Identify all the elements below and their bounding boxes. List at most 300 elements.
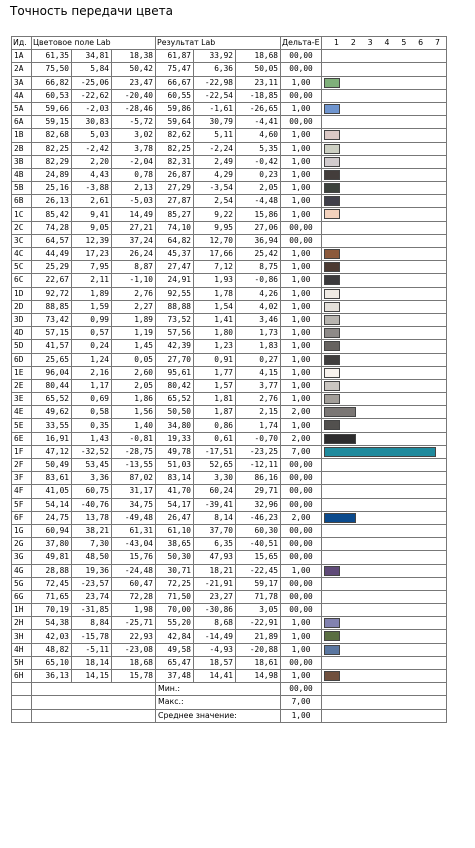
delta-e-value: 00,00	[281, 498, 322, 511]
row-id: 3D	[12, 313, 32, 326]
result-lab-value: 2,54	[194, 195, 236, 208]
blank-cell	[32, 683, 156, 696]
row-id: 5B	[12, 182, 32, 195]
table-row	[12, 353, 447, 366]
table-row	[12, 234, 447, 247]
result-lab-value: -12,11	[236, 459, 281, 472]
delta-bar-cell	[322, 656, 447, 669]
field-lab-value: 41,05	[32, 485, 72, 498]
result-lab-value: 73,52	[156, 313, 194, 326]
delta-e-value: 00,00	[281, 551, 322, 564]
row-id: 3H	[12, 630, 32, 643]
delta-e-value: 00,00	[281, 89, 322, 102]
delta-e-value: 1,00	[281, 287, 322, 300]
result-lab-value: 64,82	[156, 234, 194, 247]
field-lab-value: -23,08	[112, 643, 156, 656]
table-row	[12, 248, 447, 261]
delta-e-value: 00,00	[281, 485, 322, 498]
delta-bar-cell	[322, 419, 447, 432]
field-lab-value: 50,49	[32, 459, 72, 472]
result-lab-value: 25,42	[236, 248, 281, 261]
delta-bar-cell	[322, 168, 447, 181]
result-lab-value: 72,25	[156, 577, 194, 590]
delta-e-value: 00,00	[281, 538, 322, 551]
row-id: 3G	[12, 551, 32, 564]
table-row	[12, 406, 447, 419]
delta-bar-cell	[322, 155, 447, 168]
field-lab-value: 15,76	[112, 551, 156, 564]
result-lab-value: 49,78	[156, 445, 194, 458]
field-lab-value: 12,39	[72, 234, 112, 247]
field-lab-value: 2,27	[112, 300, 156, 313]
field-lab-value: -20,40	[112, 89, 156, 102]
result-lab-value: 21,89	[236, 630, 281, 643]
result-lab-value: -23,25	[236, 445, 281, 458]
blank-cell	[32, 709, 156, 722]
header-delta: Дельта-E	[281, 37, 322, 50]
result-lab-value: 83,14	[156, 472, 194, 485]
table-row	[12, 472, 447, 485]
delta-bar-cell	[322, 182, 447, 195]
color-swatch-bar	[324, 447, 436, 457]
table-row	[12, 656, 447, 669]
row-id: 3F	[12, 472, 32, 485]
result-lab-value: 61,10	[156, 524, 194, 537]
result-lab-value: 57,56	[156, 327, 194, 340]
field-lab-value: 59,66	[32, 102, 72, 115]
color-swatch-bar	[324, 434, 356, 444]
result-lab-value: 8,68	[194, 617, 236, 630]
result-lab-value: 60,55	[156, 89, 194, 102]
field-lab-value: 1,56	[112, 406, 156, 419]
field-lab-value: 23,74	[72, 590, 112, 603]
result-lab-value: 3,46	[236, 313, 281, 326]
result-lab-value: 6,35	[194, 538, 236, 551]
result-lab-value: 2,15	[236, 406, 281, 419]
result-lab-value: 4,15	[236, 366, 281, 379]
field-lab-value: -49,48	[112, 511, 156, 524]
field-lab-value: 1,89	[112, 313, 156, 326]
delta-e-value: 00,00	[281, 234, 322, 247]
field-lab-value: 1,19	[112, 327, 156, 340]
result-lab-value: 1,23	[194, 340, 236, 353]
delta-e-value: 7,00	[281, 445, 322, 458]
header-id: Ид.	[12, 37, 32, 50]
field-lab-value: 71,65	[32, 590, 72, 603]
table-row	[12, 670, 447, 683]
field-lab-value: 65,10	[32, 656, 72, 669]
delta-e-value: 00,00	[281, 604, 322, 617]
row-id: 4G	[12, 564, 32, 577]
row-id: 2D	[12, 300, 32, 313]
field-lab-value: 18,14	[72, 656, 112, 669]
field-lab-value: 1,59	[72, 300, 112, 313]
result-lab-value: 80,42	[156, 379, 194, 392]
row-id: 4D	[12, 327, 32, 340]
table-row	[12, 327, 447, 340]
field-lab-value: 1,98	[112, 604, 156, 617]
row-id: 5F	[12, 498, 32, 511]
delta-bar-cell	[322, 445, 447, 458]
field-lab-value: 2,13	[112, 182, 156, 195]
delta-bar-cell	[322, 577, 447, 590]
field-lab-value: 61,31	[112, 524, 156, 537]
field-lab-value: 34,75	[112, 498, 156, 511]
table-row	[12, 155, 447, 168]
delta-bar-cell	[322, 379, 447, 392]
field-lab-value: 83,61	[32, 472, 72, 485]
field-lab-value: 48,82	[32, 643, 72, 656]
delta-e-value: 00,00	[281, 50, 322, 63]
color-swatch-bar	[324, 170, 340, 180]
field-lab-value: 25,65	[32, 353, 72, 366]
result-lab-value: 1,81	[194, 393, 236, 406]
field-lab-value: 72,28	[112, 590, 156, 603]
field-lab-value: 96,04	[32, 366, 72, 379]
delta-bar-cell	[322, 221, 447, 234]
scale-tick: 3	[367, 38, 373, 48]
field-lab-value: 82,29	[32, 155, 72, 168]
field-lab-value: 36,13	[32, 670, 72, 683]
result-lab-value: 75,47	[156, 63, 194, 76]
color-swatch-bar	[324, 249, 340, 259]
result-lab-value: 6,36	[194, 63, 236, 76]
table-row	[12, 485, 447, 498]
color-swatch-bar	[324, 407, 356, 417]
result-lab-value: 85,27	[156, 208, 194, 221]
table-row	[12, 498, 447, 511]
result-lab-value: 12,70	[194, 234, 236, 247]
field-lab-value: 72,45	[32, 577, 72, 590]
field-lab-value: 1,40	[112, 419, 156, 432]
row-id: 6B	[12, 195, 32, 208]
summary-value: 00,00	[281, 683, 322, 696]
field-lab-value: 19,36	[72, 564, 112, 577]
delta-bar-cell	[322, 76, 447, 89]
row-id: 4B	[12, 168, 32, 181]
result-lab-value: 18,61	[236, 656, 281, 669]
delta-e-value: 1,00	[281, 195, 322, 208]
delta-e-value: 1,00	[281, 366, 322, 379]
field-lab-value: 42,03	[32, 630, 72, 643]
delta-e-value: 1,00	[281, 670, 322, 683]
result-lab-value: -4,41	[236, 116, 281, 129]
result-lab-value: 65,47	[156, 656, 194, 669]
field-lab-value: 74,28	[32, 221, 72, 234]
delta-bar-cell	[322, 340, 447, 353]
field-lab-value: 60,75	[72, 485, 112, 498]
result-lab-value: 1,93	[194, 274, 236, 287]
delta-e-value: 2,00	[281, 432, 322, 445]
field-lab-value: 48,50	[72, 551, 112, 564]
field-lab-value: 34,81	[72, 50, 112, 63]
result-lab-value: 59,17	[236, 577, 281, 590]
field-lab-value: 92,72	[32, 287, 72, 300]
field-lab-value: -2,42	[72, 142, 112, 155]
field-lab-value: 17,23	[72, 248, 112, 261]
color-swatch-bar	[324, 394, 340, 404]
table-row	[12, 102, 447, 115]
field-lab-value: 8,87	[112, 261, 156, 274]
table-row	[12, 195, 447, 208]
table-row	[12, 366, 447, 379]
delta-e-value: 00,00	[281, 524, 322, 537]
result-lab-value: 0,61	[194, 432, 236, 445]
table-row	[12, 76, 447, 89]
summary-label: Макс.:	[156, 696, 281, 709]
result-lab-value: 42,39	[156, 340, 194, 353]
field-lab-value: 22,67	[32, 274, 72, 287]
field-lab-value: -40,76	[72, 498, 112, 511]
color-swatch-bar	[324, 262, 340, 272]
color-accuracy-table	[11, 36, 447, 723]
field-lab-value: -28,46	[112, 102, 156, 115]
result-lab-value: 59,86	[156, 102, 194, 115]
table-row	[12, 89, 447, 102]
field-lab-value: 0,24	[72, 340, 112, 353]
field-lab-value: 3,78	[112, 142, 156, 155]
delta-e-value: 1,00	[281, 261, 322, 274]
field-lab-value: 22,93	[112, 630, 156, 643]
result-lab-value: 60,24	[194, 485, 236, 498]
row-id: 4H	[12, 643, 32, 656]
result-lab-value: 65,52	[156, 393, 194, 406]
field-lab-value: 7,30	[72, 538, 112, 551]
delta-e-value: 00,00	[281, 116, 322, 129]
result-lab-value: 24,91	[156, 274, 194, 287]
color-swatch-bar	[324, 341, 340, 351]
result-lab-value: 30,79	[194, 116, 236, 129]
result-lab-value: -2,24	[194, 142, 236, 155]
result-lab-value: 1,87	[194, 406, 236, 419]
field-lab-value: 73,42	[32, 313, 72, 326]
field-lab-value: 0,58	[72, 406, 112, 419]
delta-bar-cell	[322, 498, 447, 511]
table-row	[12, 445, 447, 458]
result-lab-value: 71,78	[236, 590, 281, 603]
table-row	[12, 221, 447, 234]
delta-e-value: 00,00	[281, 221, 322, 234]
delta-bar-cell	[322, 300, 447, 313]
row-id: 3E	[12, 393, 32, 406]
delta-bar-cell	[322, 393, 447, 406]
field-lab-value: 49,81	[32, 551, 72, 564]
field-lab-value: 41,57	[32, 340, 72, 353]
color-swatch-bar	[324, 368, 340, 378]
delta-e-value: 1,00	[281, 300, 322, 313]
result-lab-value: 1,80	[194, 327, 236, 340]
field-lab-value: 59,15	[32, 116, 72, 129]
delta-e-value: 00,00	[281, 459, 322, 472]
table-row	[12, 538, 447, 551]
result-lab-value: 26,87	[156, 168, 194, 181]
delta-e-value: 1,00	[281, 208, 322, 221]
table-row	[12, 50, 447, 63]
delta-bar-cell	[322, 617, 447, 630]
field-lab-value: 54,38	[32, 617, 72, 630]
result-lab-value: 50,30	[156, 551, 194, 564]
field-lab-value: 1,17	[72, 379, 112, 392]
result-lab-value: 52,65	[194, 459, 236, 472]
field-lab-value: 2,61	[72, 195, 112, 208]
result-lab-value: 1,54	[194, 300, 236, 313]
table-row	[12, 182, 447, 195]
field-lab-value: 37,24	[112, 234, 156, 247]
field-lab-value: -28,75	[112, 445, 156, 458]
row-id: 5E	[12, 419, 32, 432]
result-lab-value: 95,61	[156, 366, 194, 379]
result-lab-value: 2,49	[194, 155, 236, 168]
result-lab-value: 37,70	[194, 524, 236, 537]
result-lab-value: 15,86	[236, 208, 281, 221]
result-lab-value: -46,23	[236, 511, 281, 524]
field-lab-value: 33,55	[32, 419, 72, 432]
field-lab-value: 53,45	[72, 459, 112, 472]
delta-e-value: 1,00	[281, 76, 322, 89]
result-lab-value: 9,22	[194, 208, 236, 221]
row-id: 5G	[12, 577, 32, 590]
field-lab-value: 66,82	[32, 76, 72, 89]
result-lab-value: -30,86	[194, 604, 236, 617]
delta-e-value: 1,00	[281, 168, 322, 181]
delta-e-value: 1,00	[281, 643, 322, 656]
delta-e-value: 1,00	[281, 630, 322, 643]
summary-value: 7,00	[281, 696, 322, 709]
delta-bar-cell	[322, 287, 447, 300]
result-lab-value: -40,51	[236, 538, 281, 551]
table-row	[12, 590, 447, 603]
field-lab-value: 0,78	[112, 168, 156, 181]
delta-bar-cell	[322, 313, 447, 326]
result-lab-value: 29,71	[236, 485, 281, 498]
result-lab-value: 71,50	[156, 590, 194, 603]
table-row	[12, 129, 447, 142]
table-row	[12, 643, 447, 656]
field-lab-value: 88,85	[32, 300, 72, 313]
table-row	[12, 393, 447, 406]
delta-e-value: 1,00	[281, 353, 322, 366]
field-lab-value: 57,15	[32, 327, 72, 340]
field-lab-value: 80,44	[32, 379, 72, 392]
row-id: 6A	[12, 116, 32, 129]
delta-bar-cell	[322, 551, 447, 564]
delta-bar-cell	[322, 564, 447, 577]
result-lab-value: -4,48	[236, 195, 281, 208]
field-lab-value: 13,78	[72, 511, 112, 524]
field-lab-value: 75,50	[32, 63, 72, 76]
delta-bar-cell	[322, 366, 447, 379]
delta-e-value: 1,00	[281, 102, 322, 115]
blank-cell	[32, 696, 156, 709]
result-lab-value: -4,93	[194, 643, 236, 656]
table-row	[12, 287, 447, 300]
scale-tick: 4	[384, 38, 390, 48]
result-lab-value: 1,83	[236, 340, 281, 353]
table-row	[12, 274, 447, 287]
table-row	[12, 168, 447, 181]
field-lab-value: 0,05	[112, 353, 156, 366]
field-lab-value: 24,89	[32, 168, 72, 181]
row-id: 3A	[12, 76, 32, 89]
field-lab-value: 54,14	[32, 498, 72, 511]
delta-bar-cell	[322, 643, 447, 656]
color-swatch-bar	[324, 209, 340, 219]
blank-cell	[12, 709, 32, 722]
result-lab-value: 18,21	[194, 564, 236, 577]
delta-e-value: 1,00	[281, 419, 322, 432]
field-lab-value: -23,57	[72, 577, 112, 590]
result-lab-value: 4,60	[236, 129, 281, 142]
field-lab-value: -3,88	[72, 182, 112, 195]
delta-e-value: 1,00	[281, 379, 322, 392]
field-lab-value: 14,15	[72, 670, 112, 683]
table-row	[12, 340, 447, 353]
result-lab-value: 49,58	[156, 643, 194, 656]
result-lab-value: 7,12	[194, 261, 236, 274]
field-lab-value: 2,16	[72, 366, 112, 379]
field-lab-value: 31,17	[112, 485, 156, 498]
result-lab-value: 3,05	[236, 604, 281, 617]
row-id: 5H	[12, 656, 32, 669]
field-lab-value: 2,20	[72, 155, 112, 168]
field-lab-value: 9,05	[72, 221, 112, 234]
result-lab-value: 1,41	[194, 313, 236, 326]
field-lab-value: 60,47	[112, 577, 156, 590]
blank-cell	[322, 683, 447, 696]
field-lab-value: 30,83	[72, 116, 112, 129]
result-lab-value: 8,75	[236, 261, 281, 274]
delta-e-value: 00,00	[281, 63, 322, 76]
color-swatch-bar	[324, 355, 340, 365]
row-id: 5A	[12, 102, 32, 115]
field-lab-value: 64,57	[32, 234, 72, 247]
row-id: 2C	[12, 221, 32, 234]
delta-e-value: 1,00	[281, 564, 322, 577]
table-row	[12, 379, 447, 392]
scale-tick: 6	[418, 38, 424, 48]
table-row	[12, 511, 447, 524]
field-lab-value: -24,48	[112, 564, 156, 577]
field-lab-value: 1,45	[112, 340, 156, 353]
table-row	[12, 208, 447, 221]
delta-bar-cell	[322, 50, 447, 63]
color-swatch-bar	[324, 645, 340, 655]
delta-e-value: 00,00	[281, 472, 322, 485]
delta-e-value: 1,00	[281, 274, 322, 287]
delta-bar-cell	[322, 234, 447, 247]
result-lab-value: 26,47	[156, 511, 194, 524]
color-swatch-bar	[324, 196, 340, 206]
row-id: 4A	[12, 89, 32, 102]
result-lab-value: 54,17	[156, 498, 194, 511]
row-id: 3B	[12, 155, 32, 168]
result-lab-value: 92,55	[156, 287, 194, 300]
table-row	[12, 551, 447, 564]
delta-bar-cell	[322, 472, 447, 485]
field-lab-value: 61,35	[32, 50, 72, 63]
row-id: 5C	[12, 261, 32, 274]
table-header-row	[12, 37, 447, 50]
field-lab-value: 82,68	[32, 129, 72, 142]
row-id: 4C	[12, 248, 32, 261]
table-row	[12, 300, 447, 313]
delta-e-value: 1,00	[281, 248, 322, 261]
field-lab-value: 7,95	[72, 261, 112, 274]
table-row	[12, 261, 447, 274]
result-lab-value: -0,86	[236, 274, 281, 287]
color-swatch-bar	[324, 78, 340, 88]
table-row	[12, 432, 447, 445]
